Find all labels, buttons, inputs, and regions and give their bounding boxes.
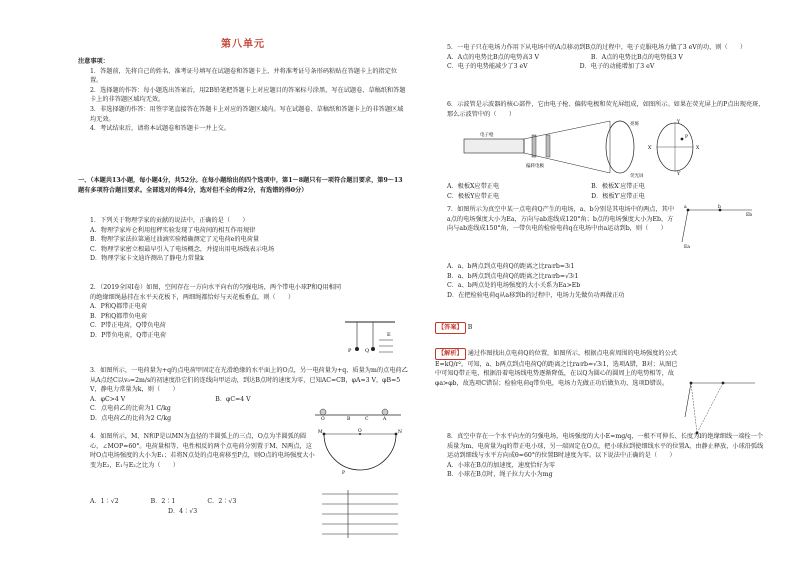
label-m: M <box>318 430 323 435</box>
question-stem: 7．如图所示为真空中某一点电荷Q产生的电场，a、b分别是其电场中的两点，其中a点的电场强度大小为Ea，方向与ab连线成120°角；b点的电场强度大小为Eb，方向与ab连线成150°角，一带负电的检验电荷q在电场中由a运动到b，则（ ） <box>447 206 675 233</box>
label-p: P <box>348 348 352 354</box>
option: C．a、b两点处的电场强度的大小关系为Ea>Eb <box>447 282 581 290</box>
label-y-prime: Y′ <box>677 172 681 177</box>
q7-options <box>435 262 765 300</box>
label-q: Q <box>365 348 370 354</box>
label-b: b <box>718 205 721 210</box>
option-row <box>78 497 316 507</box>
label-b: B <box>347 417 351 421</box>
question-stem: 6．示波管是示波器的核心部件，它由电子枪、偏转电极和荧光屏组成，如图所示。如果在荧光屏上的P点出现亮斑，那么示波管中的（ ） <box>447 101 765 118</box>
option: C．2∶√3 <box>207 498 237 505</box>
q4-figure <box>318 428 403 478</box>
analysis-tag: 【解析】 <box>435 348 466 360</box>
option: B．P和Q都带负电荷 <box>90 312 148 320</box>
notice-item: 3．非选择题的作答：用签字笔直接答在答题卡上对应的答题区域内。写在试题卷、草稿纸和答题卡上的非答题区域均无效。 <box>90 106 404 123</box>
label-deflection: 偏转电极 <box>526 164 544 169</box>
notice-block <box>78 57 408 134</box>
option: A．小球在B点的加速度，速度恰好为零 <box>447 461 556 469</box>
label-p: P <box>342 471 346 476</box>
question-7 <box>435 205 675 234</box>
q3-figure <box>313 403 403 421</box>
label-e: E <box>387 332 391 338</box>
label-ea: Ea <box>684 245 690 250</box>
notice-item: 2．选择题的作答：每小题选出答案后，用2B铅笔把答题卡上对应题目的答案标号涂黑，写在试题卷、草稿纸和答题卡上的非答题区域均无效。 <box>90 86 406 104</box>
notice-item: 1．答题前，先将自己的姓名、准考证号填写在试题卷和答题卡上，并将准考证号条形码粘贴在答题卡上的指定位置。 <box>90 67 398 85</box>
notice-heading: 注意事项： <box>78 58 109 65</box>
label-o: O <box>358 429 362 434</box>
option: D．物理学家卡文迪许测出了静电力常量k <box>90 255 204 263</box>
label-electron-gun: 电子枪 <box>480 133 494 138</box>
option: C．点电荷乙的比荷为1 C/kg <box>90 405 171 413</box>
q4-field-figure <box>318 488 403 540</box>
option-row <box>435 62 765 72</box>
option: B．φC=4 V <box>215 395 251 403</box>
label-p: P <box>685 135 689 140</box>
option: B．A点的电势比B点的电势低3 V <box>590 53 683 61</box>
option: D．极板Y′应带正电 <box>591 192 645 200</box>
option: A．φC>4 V <box>90 395 126 403</box>
question-stem: 3．如图所示，一电荷量为+q的点电荷甲固定在光滑绝缘的水平面上的O点，另一电荷量为+q、质量为m的点电荷乙从A点经C以v₀=2m/s的初速度沿它们的连线向甲运动，到达B点时的速度为零，已知AC=CB，φA=3 V，φB=5 V，静电力常量为k，则（ ） <box>90 367 408 394</box>
q6-options <box>435 182 765 201</box>
option: A．物理学家库仑利用扭秤实验发现了电荷间的相互作用规律 <box>90 226 256 234</box>
label-c: C <box>365 417 369 421</box>
question-5 <box>435 43 765 72</box>
option: B．2∶1 <box>150 498 176 505</box>
option: D．点电荷乙的比荷为2 C/kg <box>90 415 172 423</box>
label-screen: 荧光屏 <box>630 174 644 179</box>
answer-tag: 【答案】 <box>435 322 466 334</box>
label-spot: 亮斑 <box>630 122 639 127</box>
answer-line <box>435 322 765 334</box>
option: B．a、b两点到点电荷Q的距离之比ra∶rb=√3∶1 <box>447 272 579 280</box>
analysis-figure <box>683 375 763 440</box>
section-heading: 一、（本题共13小题，每小题4分，共52分。在每小题给出的四个选项中，第1～8题只有一项符合题目要求，第9～13题有多项符合题目要求。全部选对的得4分，选对但不全的得2分，有选错的得0分） <box>78 177 403 194</box>
question-stem: 4．如图所示，M、N和P是以MN为直径的半圆弧上的三点，O点为半圆弧的圆心，∠MOP=60°。电荷量相等、电性相反的两个点电荷分别置于M、N两点，这时O点电场强度的大小为E₁；若将N点处的点电荷移至P点，则O点的电场强度大小变为E₂，E₁与E₂之比为（ ） <box>90 433 315 469</box>
q7-figure <box>680 202 760 252</box>
option: A．极板X应带正电 <box>447 183 500 190</box>
question-stem: 5．一电子只在电场力作用下从电场中的A点移动到B点的过程中，电子克服电场力做了3 eV的功，则（ ） <box>447 44 747 51</box>
option: D．P带负电荷，Q带正电荷 <box>90 332 167 340</box>
label-eb: Eb <box>746 213 753 218</box>
option: A．a、b两点到点电荷Q的距离之比ra∶rb=3∶1 <box>447 263 575 270</box>
option: C．电子的电势能减少了3 eV <box>447 63 528 71</box>
label-a: a <box>684 205 687 210</box>
option: C．P带正电荷，Q带负电荷 <box>90 322 166 330</box>
q4-options <box>78 497 316 516</box>
option: C．物理学家密立根最早引入了电场概念，并提出用电场线表示电场 <box>90 245 275 253</box>
label-a: A <box>383 417 387 421</box>
option: D．电子的动能增加了3 eV <box>579 63 655 71</box>
option: D．在把检验电荷q从a移到b的过程中，电场力先做负功再做正功 <box>447 291 625 299</box>
question-stem: 1．下列关于物理学家的贡献的说法中，正确的是（ ） <box>90 217 249 224</box>
answer-value: B <box>467 324 473 331</box>
option: C．极板Y应带正电 <box>447 192 500 200</box>
question-8 <box>435 432 765 480</box>
analysis-block <box>435 348 683 388</box>
label-y: Y <box>677 120 680 125</box>
option: D．4∶√3 <box>168 507 198 515</box>
question-1 <box>78 216 408 264</box>
option: B．物理学家法拉第通过油滴实验精确测定了元电荷e的电荷量 <box>90 236 260 244</box>
option: B．小球在B点时，绳子拉力大小为mg <box>447 471 553 479</box>
label-n: N <box>398 430 402 435</box>
question-2 <box>78 283 343 341</box>
option-row <box>435 192 765 202</box>
question-4 <box>78 432 316 470</box>
label-o: O <box>321 417 325 421</box>
question-stem: 2．（2019全国Ⅰ卷）如图，空间存在一方向水平向右的匀强电场，两个带电小球P和Q用相同的绝缘细绳悬挂在水平天花板下，两细绳都恰好与天花板垂直，则（ ） <box>90 284 342 301</box>
option: A．1∶√2 <box>90 498 119 505</box>
notice-item: 4．考试结束后，请将本试题卷和答题卡一并上交。 <box>90 125 231 133</box>
option-row <box>435 182 765 192</box>
analysis-text: 通过作图找出点电荷Q的位置，如图所示，根据点电荷周围的电场强度的公式E=kQ/r²，可知，a、b两点到点电荷Q的距离之比ra∶rb=√3∶1，选项A错，B对；从图已中可知Q带正电，根据沿着电场线电势逐渐降低，在以Q为圆心的圆周上的电势相等，故φa>φb，故选项C错误；检验电荷q带负电，电场力先做正功后做负功，选项D错误。 <box>435 350 678 387</box>
label-x: X <box>696 146 700 151</box>
q6-oscilloscope-figure <box>460 117 710 179</box>
page-title: 第八单元 <box>221 39 265 50</box>
question-stem: 8．真空中存在一个水平向左的匀强电场，电场强度的大小E=mg/q，一根不可伸长、长度为l的绝缘细线一端拴一个质量为m、电荷量为q的带正电小球，另一端固定在O点，把小球拉到使细线水平的位置A，由静止释放，小球沿弧线运动到细线与水平方向成θ=60°的位置B时速度为零。以下说法中正确的是（ ） <box>447 433 764 460</box>
option: A．A点的电势比B点的电势高3 V <box>447 53 539 61</box>
q2-figure <box>343 318 398 360</box>
option-row <box>435 53 765 63</box>
option: A．P和Q都带正电荷 <box>90 303 148 311</box>
label-x-prime: X′ <box>648 146 653 151</box>
option: B．极板X′应带正电 <box>591 183 645 190</box>
